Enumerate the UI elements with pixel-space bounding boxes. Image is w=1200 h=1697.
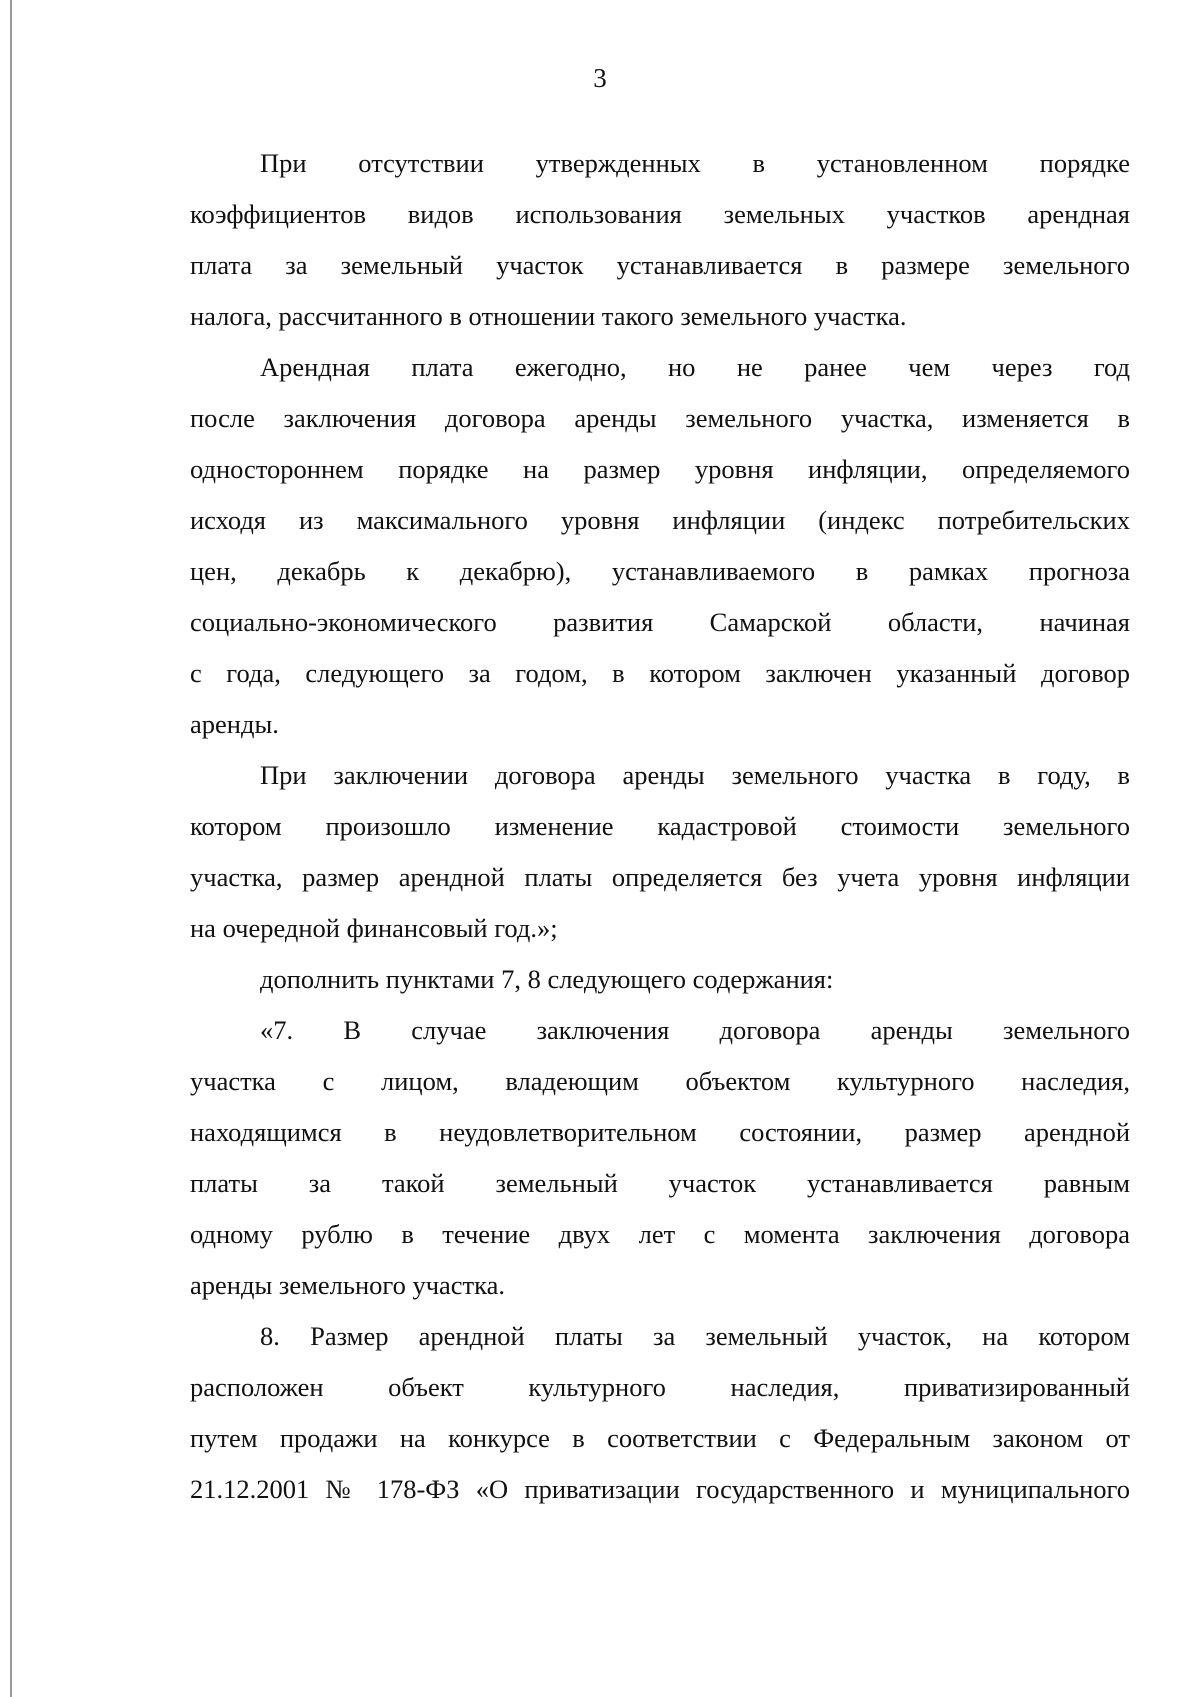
scan-page-edge — [10, 0, 12, 1697]
text-line: исходя из максимального уровня инфляции (индекс потребительских — [190, 505, 1130, 535]
text-line: Арендная плата ежегодно, но не ранее чем через год — [260, 352, 1130, 382]
text-line: путем продажи на конкурсе в соответствии с Федеральным законом от — [190, 1423, 1130, 1453]
text-line: 21.12.2001 № 178-ФЗ «О приватизации государственного и муниципального — [190, 1474, 1130, 1504]
text-line: платы за такой земельный участок устанавливается равным — [190, 1168, 1130, 1198]
text-line: после заключения договора аренды земельного участка, изменяется в — [190, 403, 1130, 433]
text-line: дополнить пунктами 7, 8 следующего содержания: — [260, 964, 834, 994]
paragraph-item-7 — [190, 1005, 1130, 1311]
text-line: При заключении договора аренды земельного участка в году, в — [260, 760, 1130, 790]
text-line: одностороннем порядке на размер уровня инфляции, определяемого — [190, 454, 1130, 484]
text-line: расположен объект культурного наследия, приватизированный — [190, 1372, 1130, 1402]
text-line: одному рублю в течение двух лет с момента заключения договора — [190, 1219, 1130, 1249]
document-body — [190, 138, 1130, 1515]
text-line: с года, следующего за годом, в котором заключен указанный договор — [190, 658, 1130, 688]
text-line: участка, размер арендной платы определяется без учета уровня инфляции — [190, 862, 1130, 892]
text-line: цен, декабрь к декабрю), устанавливаемого в рамках прогноза — [190, 556, 1130, 586]
text-line: находящимся в неудовлетворительном состоянии, размер арендной — [190, 1117, 1130, 1147]
text-line: на очередной финансовый год.»; — [190, 913, 558, 943]
paragraph-item-8 — [190, 1311, 1130, 1515]
paragraph-rent-indexation — [190, 342, 1130, 750]
text-line: налога, рассчитанного в отношении такого земельного участка. — [190, 301, 907, 331]
paragraph-rent-default — [190, 138, 1130, 342]
text-line: коэффициентов видов использования земельных участков арендная — [190, 199, 1130, 229]
paragraph-cadastral-change — [190, 750, 1130, 954]
text-line: котором произошло изменение кадастровой стоимости земельного — [190, 811, 1130, 841]
text-line: социально-экономического развития Самарской области, начиная — [190, 607, 1130, 637]
text-line: участка с лицом, владеющим объектом культурного наследия, — [190, 1066, 1130, 1096]
text-line: «7. В случае заключения договора аренды земельного — [260, 1015, 1130, 1045]
page-number: 3 — [593, 63, 607, 93]
paragraph-amendment-intro — [190, 954, 1130, 1005]
text-line: 8. Размер арендной платы за земельный участок, на котором — [260, 1321, 1130, 1351]
text-line: плата за земельный участок устанавливается в размере земельного — [190, 250, 1130, 280]
text-line: аренды земельного участка. — [190, 1270, 505, 1300]
text-line: При отсутствии утвержденных в установленном порядке — [260, 148, 1130, 178]
text-line: аренды. — [190, 709, 279, 739]
